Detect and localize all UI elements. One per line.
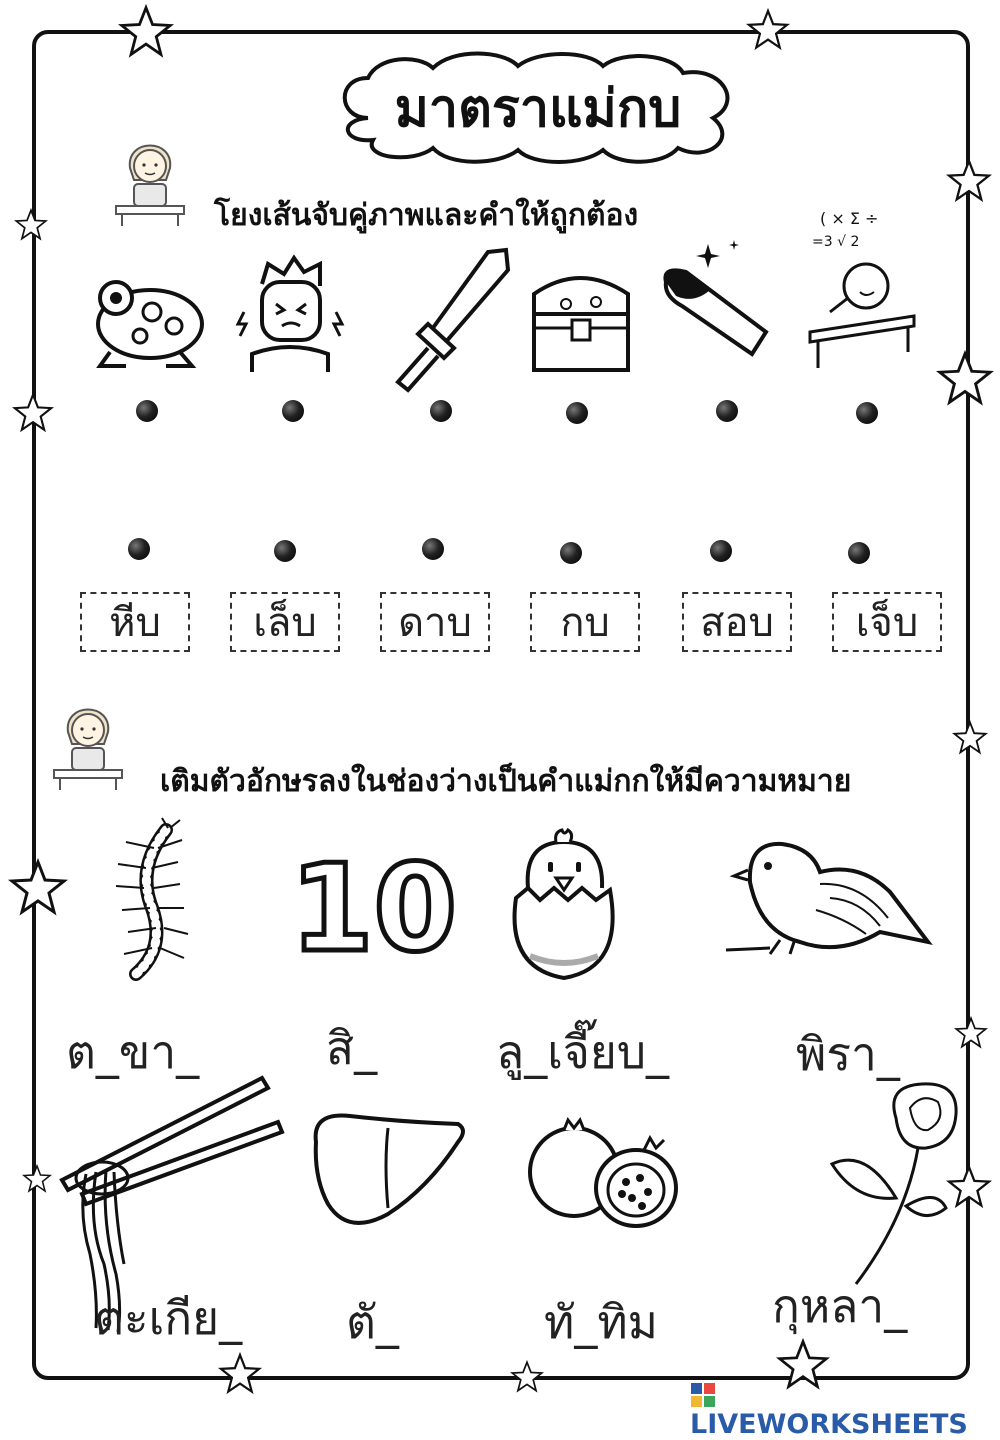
student-exam-picture [790,202,926,372]
word-box: ดาบ [380,592,490,652]
sword-picture [388,244,518,394]
match-dot-top[interactable] [430,400,452,422]
student-girl-icon [50,692,126,792]
match-dot-bottom[interactable] [848,542,870,564]
match-dot-top[interactable] [716,400,738,422]
number-ten-picture [286,840,457,979]
match-dot-top[interactable] [856,402,878,424]
word-box: หีบ [80,592,190,652]
word-box: สอบ [682,592,792,652]
word-box: กบ [530,592,640,652]
rose-picture [826,1078,972,1288]
fill-word: พิรา_ [796,1027,900,1081]
fill-word: สิ_ [326,1021,378,1075]
word-box: เจ็บ [832,592,942,652]
match-dot-top[interactable] [566,402,588,424]
svg-text:( × Σ ÷: ( × Σ ÷ [820,209,879,228]
fill-word: ลู_เจี๊ยบ_ [496,1025,670,1079]
fingernail-picture [656,236,774,366]
pigeon-picture [720,822,932,958]
star-icon [746,8,790,52]
star-icon [12,392,54,434]
match-dot-top[interactable] [282,400,304,422]
liveworksheets-logo [690,1378,990,1440]
match-dot-bottom[interactable] [710,540,732,562]
fill-word: ตะเกีย_ [94,1291,243,1345]
instruction-match: โยงเส้นจับคู่ภาพและคำให้ถูกต้อง [214,198,639,233]
hurt-boy-picture [234,254,346,374]
match-dot-bottom[interactable] [128,538,150,560]
student-girl-icon [112,128,188,228]
match-dot-bottom[interactable] [274,540,296,562]
pomegranate-picture [524,1114,680,1232]
star-icon [118,4,174,60]
fill-word: กุหลา_ [772,1279,908,1333]
star-icon [14,208,48,242]
fill-word: ตั_ [346,1295,399,1349]
treasure-chest-picture [526,268,636,376]
star-icon [946,158,992,204]
liver-picture [308,1108,468,1230]
frog-picture [80,262,210,372]
instruction-fill: เติมตัวอักษรลงในช่องว่างเป็นคำแม่กกให้มีความหมาย [160,764,852,799]
match-dot-top[interactable] [136,400,158,422]
fill-word: ต_ขา_ [66,1025,200,1079]
star-icon [218,1352,262,1396]
liveworksheets-badge-icon [690,1382,716,1408]
star-icon [936,350,994,408]
star-icon [8,858,68,918]
star-icon [22,1164,52,1194]
star-icon [952,720,988,756]
page-title: มาตราแม่กบ [394,79,682,139]
centipede-picture [96,818,192,982]
match-dot-bottom[interactable] [560,542,582,564]
star-icon [954,1016,988,1050]
fill-word: ทั_ทิม [544,1295,658,1349]
word-box: เล็บ [230,592,340,652]
ten-label: 10 [290,840,457,979]
match-dot-bottom[interactable] [422,538,444,560]
star-icon [510,1360,544,1394]
svg-text:=3 √ 2: =3 √ 2 [812,234,860,250]
chick-egg-picture [498,828,634,984]
logo-text: LIVEWORKSHEETS [690,1409,968,1440]
